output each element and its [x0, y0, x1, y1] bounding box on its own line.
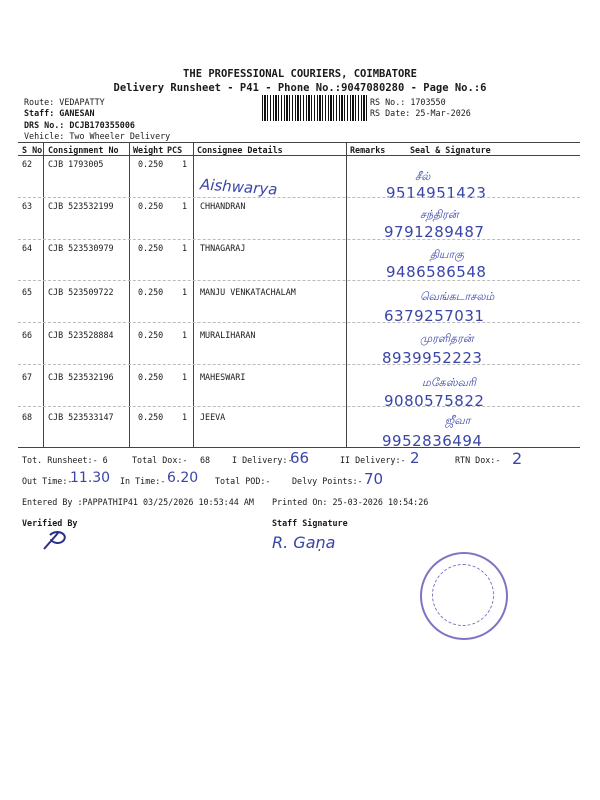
col-sep — [193, 142, 194, 447]
rtn-dox-handwritten: 2 — [512, 449, 523, 468]
row-consignee: MANJU VENKATACHALAM — [200, 287, 296, 297]
seal-stamp — [420, 552, 508, 640]
row-sno: 65 — [22, 287, 33, 297]
col-seal-signature: Seal & Signature — [410, 145, 491, 155]
row-signature: சந்திரன் — [420, 208, 459, 221]
col-sno: S No — [22, 145, 43, 155]
printed-on: Printed On: 25-03-2026 10:54:26 — [272, 497, 429, 507]
total-dox-label: Total Dox:- — [132, 455, 188, 465]
row-consignment: CJB 1793005 — [48, 159, 104, 169]
i-delivery-label: I Delivery:- — [232, 455, 293, 465]
row-sno: 62 — [22, 159, 33, 169]
col-remarks: Remarks — [350, 145, 386, 155]
tot-runsheet: Tot. Runsheet:- 6 — [22, 455, 108, 465]
staff-signature-label: Staff Signature — [272, 518, 348, 528]
row-sno: 64 — [22, 243, 33, 253]
table-bottom-rule — [18, 447, 580, 448]
col-consignment: Consignment No — [48, 145, 119, 155]
staff-label: Staff: GANESAN — [24, 108, 95, 118]
col-weight: Weight — [133, 145, 164, 155]
row-weight: 0.250 — [138, 372, 164, 382]
row-sno: 67 — [22, 372, 33, 382]
row-divider — [18, 280, 580, 281]
rtn-dox-label: RTN Dox:- — [455, 455, 501, 465]
verifier-signature — [40, 527, 74, 555]
total-dox-value: 68 — [200, 455, 211, 465]
row-pcs: 1 — [182, 201, 188, 211]
row-divider — [18, 322, 580, 323]
row-pcs: 1 — [182, 243, 188, 253]
row-consignee: MURALIHARAN — [200, 330, 256, 340]
row-consignment: CJB 523532199 — [48, 201, 114, 211]
row-consignment: CJB 523532196 — [48, 372, 114, 382]
row-pcs: 1 — [182, 159, 188, 169]
col-sep — [346, 142, 347, 447]
row-signature: வெங்கடாசலம் — [420, 290, 495, 303]
row-phone: 9514951423 — [386, 184, 487, 202]
row-weight: 0.250 — [138, 412, 164, 422]
drs-number: DRS No.: DCJB170355006 — [24, 120, 135, 130]
delvy-points-handwritten: 70 — [364, 470, 384, 488]
row-phone: 6379257031 — [384, 307, 485, 325]
row-divider — [18, 239, 580, 240]
route-label: Route: VEDAPATTY — [24, 97, 105, 107]
row-weight: 0.250 — [138, 201, 164, 211]
row-divider — [18, 406, 580, 407]
row-sno: 63 — [22, 201, 33, 211]
total-pod-label: Total POD:- — [215, 476, 271, 486]
in-time-label: In Time:- — [120, 476, 166, 486]
row-consignee: MAHESWARI — [200, 372, 246, 382]
col-consignee: Consignee Details — [197, 145, 283, 155]
row-signature: ஜீவா — [445, 414, 471, 427]
row-consignment: CJB 523530979 — [48, 243, 114, 253]
i-delivery-handwritten: 66 — [290, 449, 310, 467]
row-phone: 8939952223 — [382, 349, 483, 367]
out-time-label: Out Time:- — [22, 476, 73, 486]
row-phone: 9486586548 — [386, 263, 487, 281]
entered-by: Entered By :PAPPATHIP41 03/25/2026 10:53:44 AM — [22, 497, 254, 507]
row-weight: 0.250 — [138, 243, 164, 253]
row-weight: 0.250 — [138, 159, 164, 169]
table-top-rule — [18, 142, 580, 143]
col-pcs: PCS — [167, 145, 183, 155]
rs-date: RS Date: 25-Mar-2026 — [370, 108, 471, 118]
company-title: THE PROFESSIONAL COURIERS, COIMBATORE — [183, 68, 417, 80]
row-phone: 9791289487 — [384, 223, 485, 241]
row-consignee: THNAGARAJ — [200, 243, 246, 253]
row-weight: 0.250 — [138, 287, 164, 297]
row-consignment: CJB 523528884 — [48, 330, 114, 340]
table-header-rule — [18, 155, 580, 156]
row-pcs: 1 — [182, 372, 188, 382]
row-signature: தியாகு — [430, 248, 464, 261]
in-time-handwritten: 6.20 — [167, 470, 199, 486]
row-signature: முரளிதரன் — [420, 332, 474, 345]
staff-signature-handwritten: R. Gaṇa — [272, 533, 336, 552]
out-time-handwritten: 11.30 — [70, 470, 111, 486]
vehicle-label: Vehicle: Two Wheeler Delivery — [24, 131, 171, 141]
row-weight: 0.250 — [138, 330, 164, 340]
row-handwritten-name: Aishwarya — [199, 175, 278, 199]
row-signature: சீல் — [415, 170, 431, 183]
row-pcs: 1 — [182, 287, 188, 297]
row-phone: 9952836494 — [382, 432, 483, 450]
row-signature: மகேஸ்வரி — [422, 376, 476, 389]
row-divider — [18, 197, 580, 198]
barcode — [262, 95, 367, 121]
row-divider — [18, 364, 580, 365]
row-pcs: 1 — [182, 330, 188, 340]
row-sno: 66 — [22, 330, 33, 340]
col-sep — [129, 142, 130, 447]
runsheet-subtitle: Delivery Runsheet - P41 - Phone No.:9047080280 - Page No.:6 — [113, 82, 487, 94]
row-consignee: CHHANDRAN — [200, 201, 246, 211]
rs-number: RS No.: 1703550 — [370, 97, 446, 107]
ii-delivery-handwritten: 2 — [410, 449, 420, 467]
col-sep — [43, 142, 44, 447]
ii-delivery-label: II Delivery:- — [340, 455, 406, 465]
verified-by-label: Verified By — [22, 518, 78, 528]
row-consignee: JEEVA — [200, 412, 226, 422]
row-phone: 9080575822 — [384, 392, 485, 410]
delvy-points-label: Delvy Points:- — [292, 476, 363, 486]
row-pcs: 1 — [182, 412, 188, 422]
row-sno: 68 — [22, 412, 33, 422]
row-consignment: CJB 523533147 — [48, 412, 114, 422]
row-consignment: CJB 523509722 — [48, 287, 114, 297]
